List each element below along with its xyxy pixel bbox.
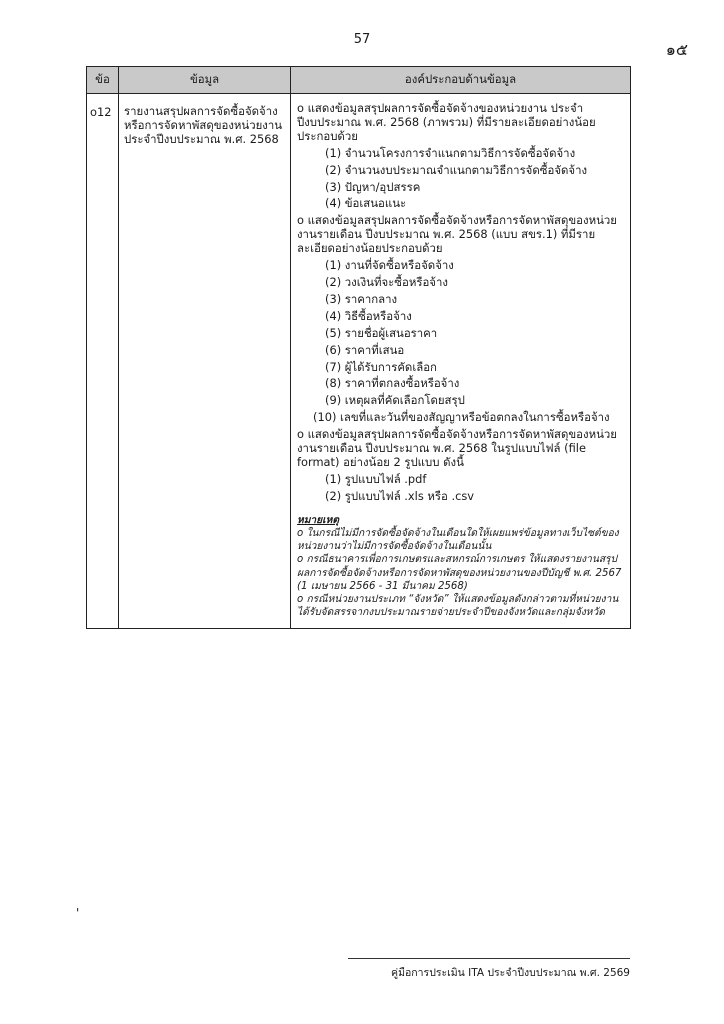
footer-text: คู่มือการประเมิน ITA ประจำปีงบประมาณ พ.ศ. 2569 — [391, 967, 630, 979]
list-item: (4) ข้อเสนอแนะ — [325, 196, 407, 211]
remarks-title: หมายเหตุ — [297, 514, 339, 526]
list-item: (5) รายชื่อผู้เสนอราคา — [325, 325, 438, 340]
paragraph-monthly: o แสดงข้อมูลสรุปผลการจัดซื้อจัดจ้างหรือการจัดหาพัสดุของหน่วยงานรายเดือน ปีงบประมาณ พ.ศ. 2568 (แบบ สขร.1) ที่มีรายละเอียดอย่างน้อยประกอบด้วย — [297, 213, 617, 256]
table-row — [87, 94, 631, 629]
row-content — [291, 94, 631, 629]
paragraph-file-format: o แสดงข้อมูลสรุปผลการจัดซื้อจัดจ้างหรือการจัดหาพัสดุของหน่วยงานรายเดือน ปีงบประมาณ พ.ศ. 2568 ในรูปแบบไฟล์ (file format) อย่างน้อย 2 รูปแบบ ดังนี้ — [297, 427, 617, 469]
list-item: (6) ราคาที่เสนอ — [325, 342, 405, 357]
stray-mark: ' — [76, 906, 80, 920]
paragraph-overview: o แสดงข้อมูลสรุปผลการจัดซื้อจัดจ้างของหน่วยงาน ประจำปีงบประมาณ พ.ศ. 2568 (ภาพรวม) ที่มีรายละเอียดอย่างน้อยประกอบด้วย — [297, 101, 596, 143]
remarks-section — [297, 514, 625, 620]
remark-item: o ในกรณีไม่มีการจัดซื้อจัดจ้างในเดือนใดให้เผยแพร่ข้อมูลทางเว็บไซต์ของหน่วยงานว่าไม่มีการจัดซื้อจัดจ้างในเดือนนั้น — [297, 527, 619, 553]
header-item: ข้อมูล — [119, 67, 291, 94]
list-item: (8) ราคาที่ตกลงซื้อหรือจ้าง — [325, 376, 460, 391]
page-number: 57 — [353, 32, 371, 47]
list-item: (1) งานที่จัดซื้อหรือจัดจ้าง — [325, 258, 454, 273]
table-header-row — [87, 67, 631, 94]
list-item: (1) รูปแบบไฟล์ .pdf — [325, 471, 427, 486]
list-item: (2) จำนวนงบประมาณจำแนกตามวิธีการจัดซื้อจัดจ้าง — [325, 162, 588, 177]
remark-item: o กรณีธนาคารเพื่อการเกษตรและสหกรณ์การเกษตร ให้แสดงรายงานสรุปผลการจัดซื้อจัดจ้างหรือการจัดหาพัสดุของหน่วยงานของปีบัญชี พ.ศ. 2567 (1 เมษายน 2566 - 31 มีนาคม 2568) — [297, 554, 622, 592]
list-item: (2) วงเงินที่จะซื้อหรือจ้าง — [325, 274, 448, 289]
list-item: (2) รูปแบบไฟล์ .xls หรือ .csv — [325, 488, 475, 503]
row-number: o12 — [87, 94, 119, 629]
list-item: (4) วิธีซื้อหรือจ้าง — [325, 308, 412, 323]
list-item: (9) เหตุผลที่คัดเลือกโดยสรุป — [325, 393, 465, 408]
list-item: (10) เลขที่และวันที่ของสัญญาหรือข้อตกลงในการซื้อหรือจ้าง — [313, 410, 610, 425]
list-item: (7) ผู้ได้รับการคัดเลือก — [325, 359, 437, 374]
remark-item: o กรณีหน่วยงานประเภท “จังหวัด” ให้แสดงข้อมูลดังกล่าวตามที่หน่วยงานได้รับจัดสรรจากงบประมาณรายจ่ายประจำปีของจังหวัดและกลุ่มจังหวัด — [297, 594, 619, 619]
list-item: (1) จำนวนโครงการจำแนกตามวิธีการจัดซื้อจัดจ้าง — [325, 145, 576, 160]
header-no: ข้อ — [87, 67, 119, 94]
list-item: (3) ปัญหา/อุปสรรค — [325, 179, 421, 194]
requirements-table — [86, 66, 631, 629]
list-item: (3) ราคากลาง — [325, 291, 398, 306]
header-content: องค์ประกอบด้านข้อมูล — [291, 67, 631, 94]
footer-divider — [348, 958, 630, 959]
row-item: รายงานสรุปผลการจัดซื้อจัดจ้างหรือการจัดหาพัสดุของหน่วยงาน ประจำปีงบประมาณ พ.ศ. 2568 — [119, 94, 291, 629]
thai-page-number: ๑๕ — [665, 40, 688, 59]
